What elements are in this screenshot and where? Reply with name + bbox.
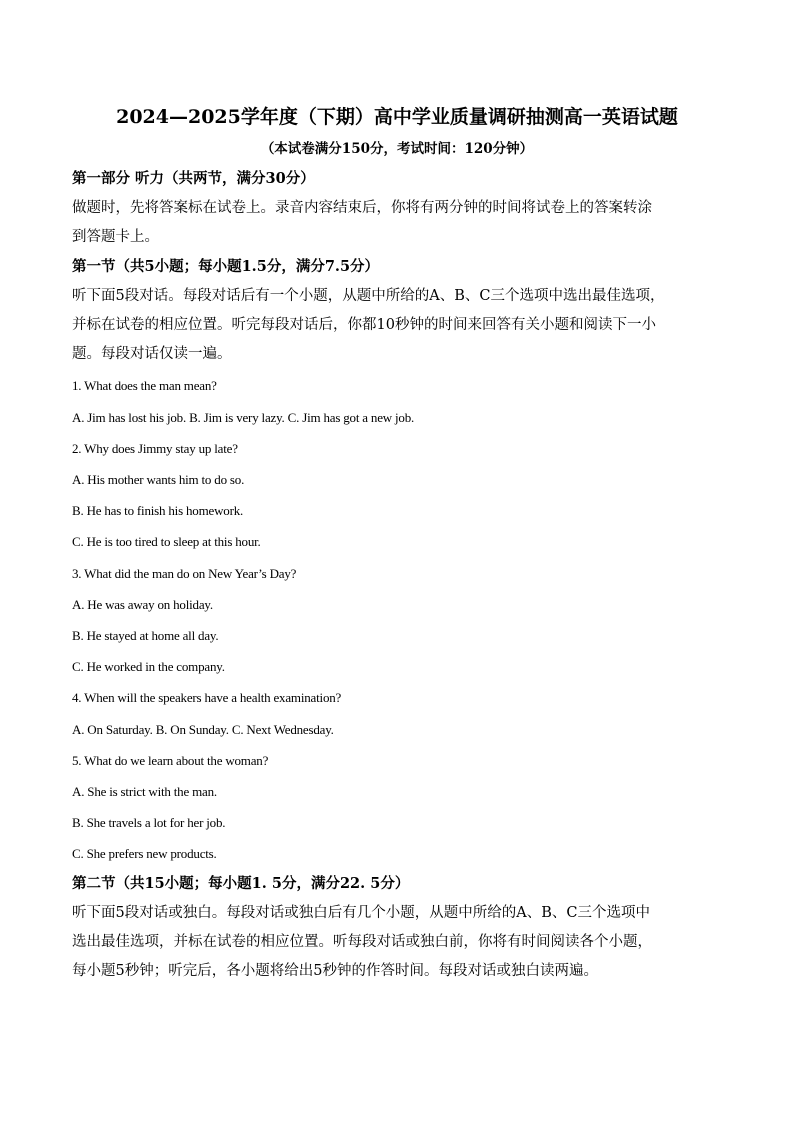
question-5: 5. What do we learn about the woman? — [72, 753, 269, 768]
section1-heading: 第一节（共5小题；每小题1.5分，满分7.5分） — [72, 258, 380, 275]
question-2-option-a: A. His mother wants him to do so. — [72, 472, 245, 487]
question-5-option-c: C. She prefers new products. — [72, 846, 217, 861]
question-3-option-b: B. He stayed at home all day. — [72, 628, 219, 643]
question-2-option-c: C. He is too tired to sleep at this hour. — [72, 534, 261, 549]
section1-instruction: 听下面5段对话。每段对话后有一个小题，从题中所给的A、B、C三个选项中选出最佳选项， — [72, 288, 665, 304]
part1-heading: 第一部分 听力（共两节，满分30分） — [72, 170, 315, 187]
question-5-option-a: A. She is strict with the man. — [72, 784, 217, 799]
page-title: 2024—2025学年度（下期）高中学业质量调研抽测高一英语试题 — [116, 106, 678, 128]
question-2: 2. Why does Jimmy stay up late? — [72, 441, 238, 456]
question-3-option-c: C. He worked in the company. — [72, 659, 225, 674]
question-3-option-a: A. He was away on holiday. — [72, 597, 213, 612]
question-2-option-b: B. He has to finish his homework. — [72, 503, 244, 518]
question-5-option-b: B. She travels a lot for her job. — [72, 815, 226, 830]
question-4: 4. When will the speakers have a health examination? — [72, 690, 342, 705]
section2-instruction: 听下面5段对话或独白。每段对话或独白后有几个小题，从题中所给的A、B、C三个选项中 — [72, 905, 650, 921]
part1-instruction: 做题时，先将答案标在试卷上。录音内容结束后，你将有两分钟的时间将试卷上的答案转涂 — [72, 200, 652, 216]
section1-instruction: 题。每段对话仅读一遍。 — [72, 346, 232, 362]
section2-heading: 第二节（共15小题；每小题1. 5分，满分22. 5分） — [72, 875, 410, 892]
question-1: 1. What does the man mean? — [72, 378, 217, 393]
section2-instruction: 每小题5秒钟；听完后，各小题将给出5秒钟的作答时间。每段对话或独白读两遍。 — [72, 963, 598, 979]
question-4-options: A. On Saturday. B. On Sunday. C. Next Wednesday. — [72, 722, 334, 737]
section1-instruction: 并标在试卷的相应位置。听完每段对话后，你都10秒钟的时间来回答有关小题和阅读下一小 — [72, 317, 656, 333]
section2-instruction: 选出最佳选项，并标在试卷的相应位置。听每段对话或独白前，你将有时间阅读各个小题， — [72, 934, 652, 950]
exam-info: （本试卷满分150分，考试时间：120分钟） — [260, 141, 534, 157]
part1-instruction: 到答题卡上。 — [72, 229, 159, 245]
question-1-options: A. Jim has lost his job. B. Jim is very lazy. C. Jim has got a new job. — [72, 410, 415, 425]
question-3: 3. What did the man do on New Year’s Day? — [72, 566, 297, 581]
